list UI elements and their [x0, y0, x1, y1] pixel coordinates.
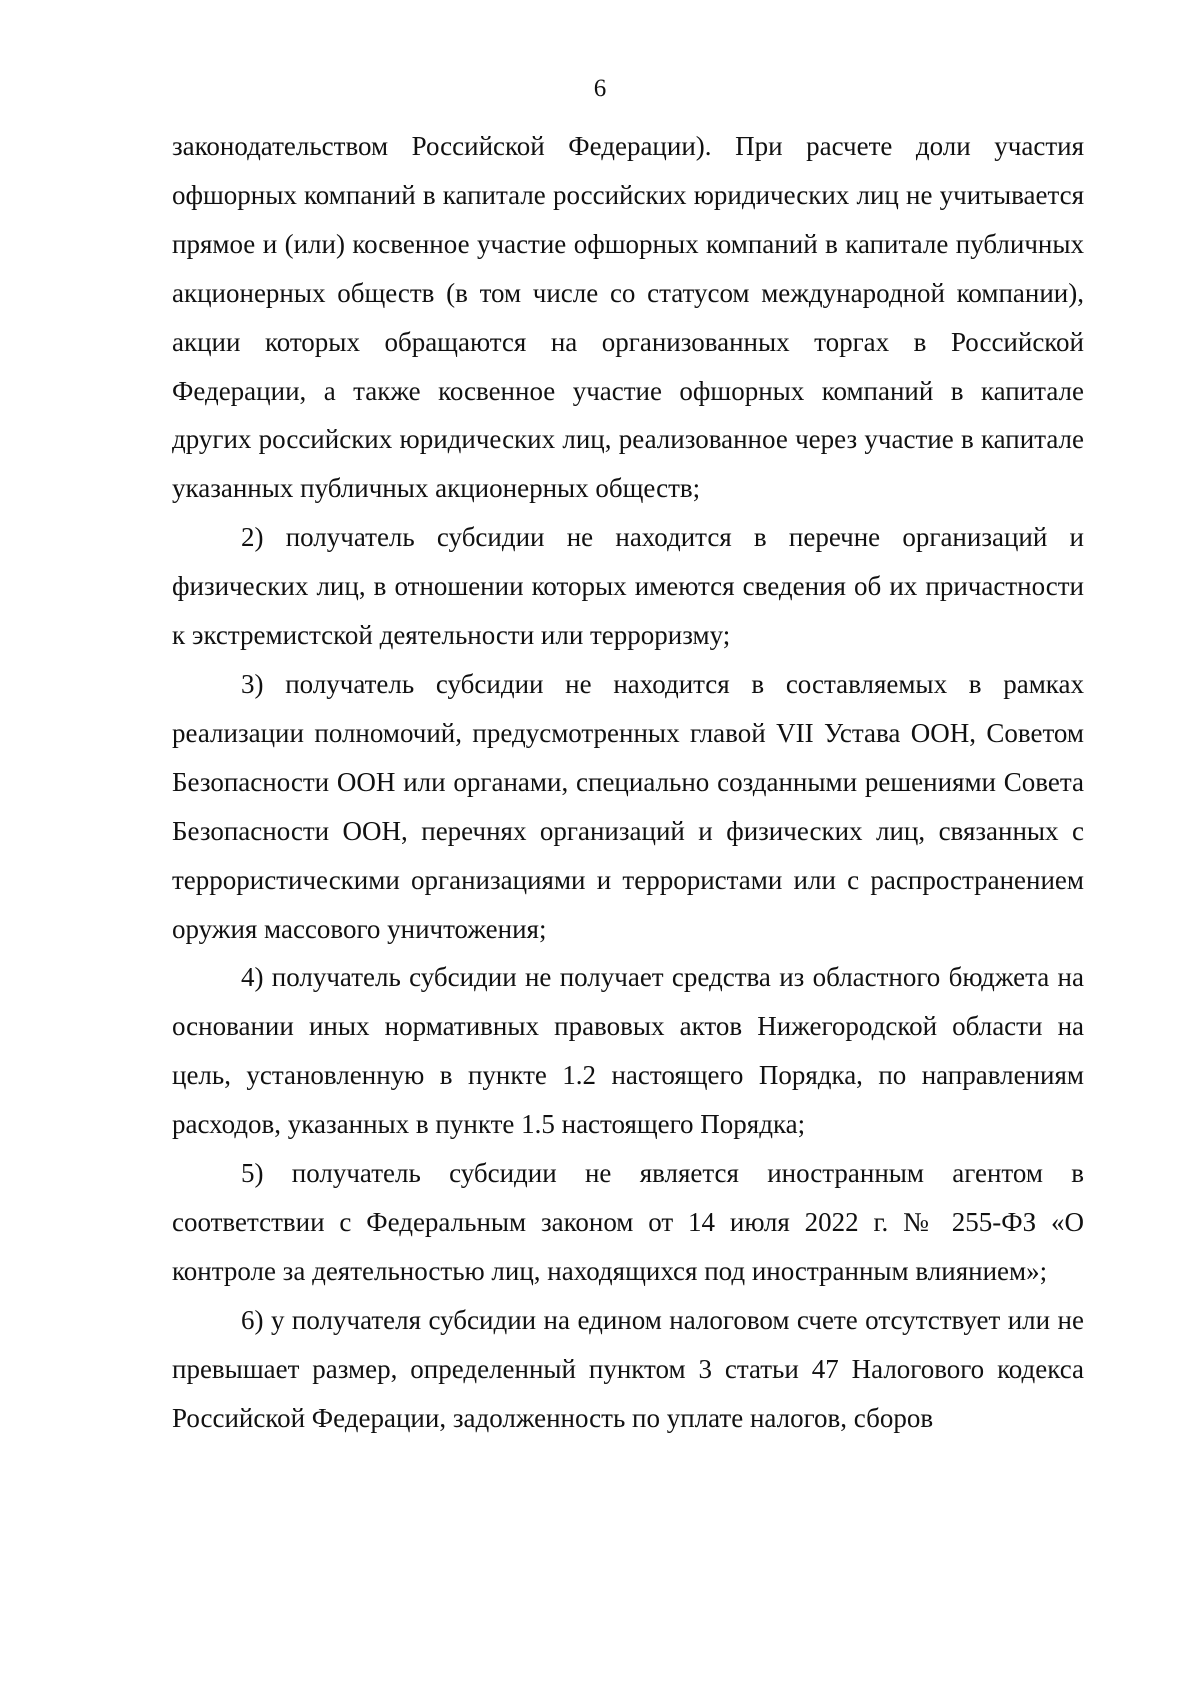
paragraph-item-6: 6) у получателя субсидии на едином налоговом счете отсутствует или не превышает размер, определенный пунктом 3 статьи 47 Налогового кодекса Российской Федерации, задолженность по уплате налогов, сборов	[172, 1304, 1084, 1433]
paragraph-item-2: 2) получатель субсидии не находится в перечне организаций и физических лиц, в отношении которых имеются сведения об их причастности к экстремистской деятельности или терроризму;	[172, 522, 1084, 651]
paragraph-item-4: 4) получатель субсидии не получает средства из областного бюджета на основании иных нормативных правовых актов Нижегородской области на цель, установленную в пункте 1.2 настоящего Порядка, по направлениям расходов, указанных в пункте 1.5 настоящего Порядка;	[172, 962, 1084, 1140]
paragraph-item-5: 5) получатель субсидии не является иностранным агентом в соответствии с Федеральным законом от 14 июля 2022 г. № 255-ФЗ «О контроле за деятельностью лиц, находящихся под иностранным влиянием»;	[172, 1158, 1084, 1286]
paragraph-continuation: законодательством Российской Федерации). При расчете доли участия офшорных компаний в капитале российских юридических лиц не учитывается прямое и (или) косвенное участие офшорных компаний в капитале публичных акционерных обществ (в том числе со статусом международной компании), акции которых обращаются на организованных торгах в Российской Федерации, а также косвенное участие офшорных компаний в капитале других российских юридических лиц, реализованное через участие в капитале указанных публичных акционерных обществ;	[172, 131, 1084, 504]
document-body	[172, 122, 1084, 1442]
paragraph-item-3: 3) получатель субсидии не находится в составляемых в рамках реализации полномочий, предусмотренных главой VII Устава ООН, Советом Безопасности ООН или органами, специально созданными решениями Совета Безопасности ООН, перечнях организаций и физических лиц, связанных с террористическими организациями и террористами или с распространением оружия массового уничтожения;	[172, 668, 1084, 944]
page-number: 6	[593, 75, 607, 102]
